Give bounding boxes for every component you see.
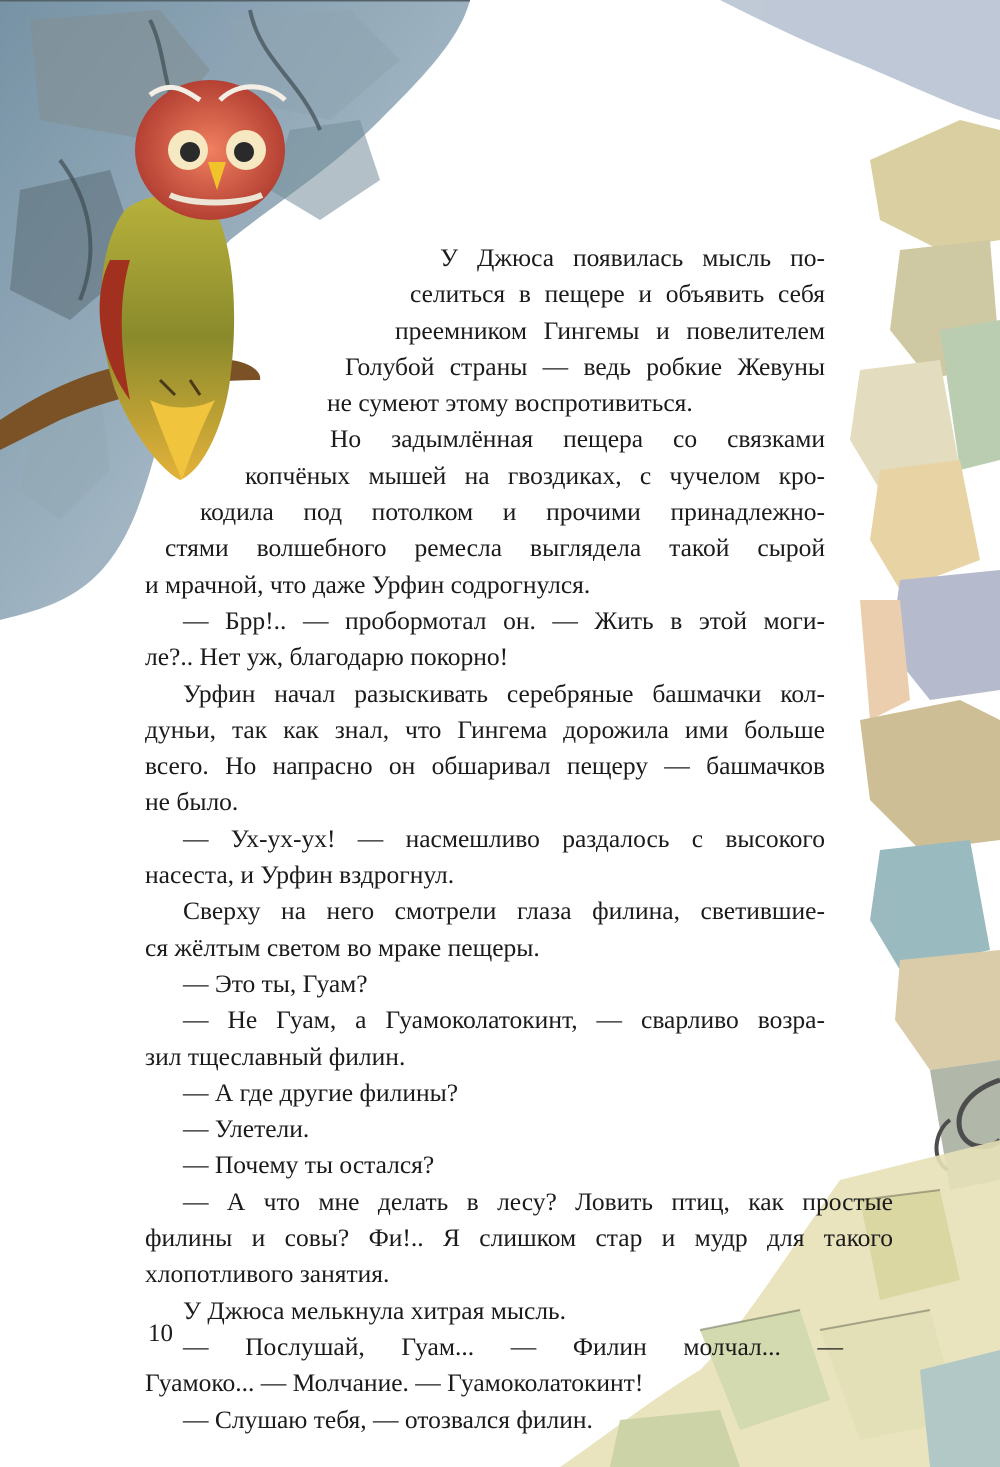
text-line: Гуамоко... — Молчание. — Гуамоколатокинт! [145,1368,644,1398]
text-line: не сумеют этому воспротивиться. [327,388,693,418]
text-line: — Не Гуам, а Гуамоколатокинт, — сварливо возра- [183,1005,825,1035]
text-line: — Брр!.. — пробормотал он. — Жить в этой моги- [183,605,825,635]
text-line: У Джюса появилась мысль по- [440,243,825,272]
text-line: копчёных мышей на гвоздиках, с чучелом кро- [245,460,825,490]
text-line: не было. [145,787,239,817]
text-line: дуньи, так как знал, что Гингема дорожила ими больше [145,714,825,744]
text-line: кодила под потолком и прочими принадлежно- [200,497,825,527]
text-line: — А где другие филины? [183,1077,459,1107]
story-text [145,240,893,1438]
text-line: — Ух-ух-ух! — насмешливо раздалось с высокого [183,823,825,853]
text-line: зил тщеславный филин. [145,1041,406,1071]
text-line: — Слушаю тебя, — отозвался филин. [183,1404,593,1434]
text-line: филины и совы? Фи!.. Я слишком стар и мудр для такого [145,1223,893,1253]
text-line: Но задымлённая пещера со связками [330,424,825,454]
text-line: хлопотливого занятия. [145,1259,390,1289]
text-line: стями волшебного ремесла выглядела такой сырой [165,533,825,563]
text-line: Урфин начал разыскивать серебряные башмачки кол- [183,678,825,708]
text-line: преемником Гингемы и повелителем [395,315,825,345]
text-line: — А что мне делать в лесу? Ловить птиц, как простые [183,1186,893,1216]
text-line: ле?.. Нет уж, благодарю покорно! [145,642,509,672]
text-line: всего. Но напрасно он обшаривал пещеру — башмачков [145,751,825,781]
text-line: — Это ты, Гуам? [183,968,368,998]
text-line: Голубой страны — ведь робкие Жевуны [345,351,825,381]
text-line: селиться в пещере и объявить себя [410,279,825,309]
page-number: 10 [148,1320,173,1347]
text-line: — Послушай, Гуам... — Филин молчал... — [183,1331,843,1361]
text-line: У Джюса мелькнула хитрая мысль. [183,1295,567,1325]
text-line: ся жёлтым светом во мраке пещеры. [145,932,540,962]
text-line: — Почему ты остался? [183,1150,435,1180]
text-line: — Улетели. [183,1114,310,1144]
text-line: Сверху на него смотрели глаза филина, светившие- [183,896,825,926]
text-line: и мрачной, что даже Урфин содрогнулся. [145,569,591,599]
text-line: насеста, и Урфин вздрогнул. [145,860,455,890]
